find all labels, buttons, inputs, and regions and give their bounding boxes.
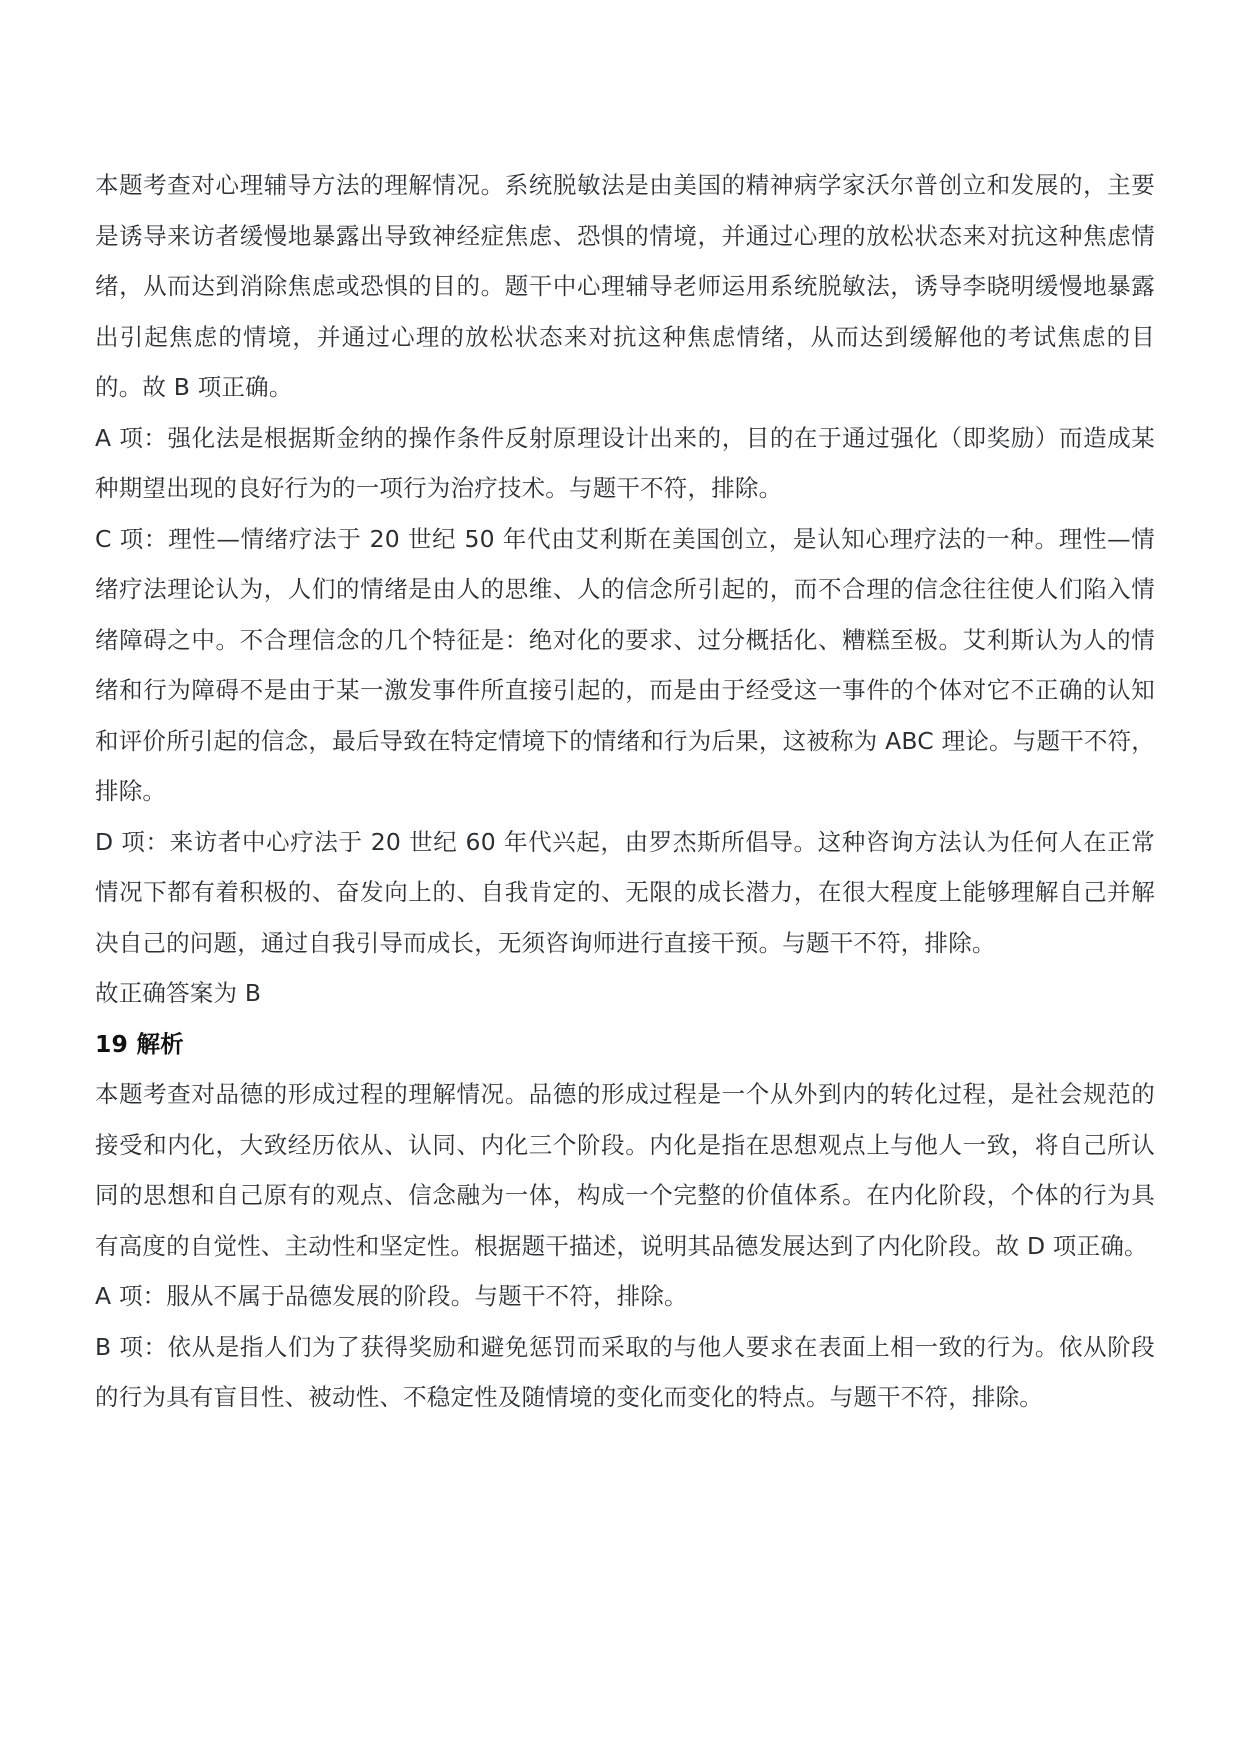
explanation-paragraph-main: 本题考查对品德的形成过程的理解情况。品德的形成过程是一个从外到内的转化过程，是社会规范的接受和内化，大致经历依从、认同、内化三个阶段。内化是指在思想观点上与他人一致，将自己所认同的思想和自己原有的观点、信念融为一体，构成一个完整的价值体系。在内化阶段，个体的行为具有高度的自觉性、主动性和坚定性。根据题干描述，说明其品德发展达到了内化阶段。故 D 项正确。 <box>95 1080 1155 1260</box>
option-a-explanation: A 项：服从不属于品德发展的阶段。与题干不符，排除。 <box>95 1282 688 1310</box>
option-d-explanation: D 项：来访者中心疗法于 20 世纪 60 年代兴起，由罗杰斯所倡导。这种咨询方法认为任何人在正常情况下都有着积极的、奋发向上的、自我肯定的、无限的成长潜力，在很大程度上能够理解自己并解决自己的问题，通过自我引导而成长，无须咨询师进行直接干预。与题干不符，排除。 <box>95 827 1155 957</box>
option-b-explanation: B 项：依从是指人们为了获得奖励和避免惩罚而采取的与他人要求在表面上相一致的行为。依从阶段的行为具有盲目性、被动性、不稳定性及随情境的变化而变化的特点。与题干不符，排除。 <box>95 1332 1155 1411</box>
correct-answer-line: 故正确答案为 B <box>95 979 262 1007</box>
question-19-heading: 19 解析 <box>95 1029 184 1058</box>
option-a-explanation: A 项：强化法是根据斯金纳的操作条件反射原理设计出来的，目的在于通过强化（即奖励）而造成某种期望出现的良好行为的一项行为治疗技术。与题干不符，排除。 <box>95 423 1155 502</box>
document-page <box>95 160 1155 1423</box>
explanation-paragraph-main: 本题考查对心理辅导方法的理解情况。系统脱敏法是由美国的精神病学家沃尔普创立和发展的，主要是诱导来访者缓慢地暴露出导致神经症焦虑、恐惧的情境，并通过心理的放松状态来对抗这种焦虑情绪，从而达到消除焦虑或恐惧的目的。题干中心理辅导老师运用系统脱敏法，诱导李晓明缓慢地暴露出引起焦虑的情境，并通过心理的放松状态来对抗这种焦虑情绪，从而达到缓解他的考试焦虑的目的。故 B 项正确。 <box>95 171 1155 401</box>
option-c-explanation: C 项：理性—情绪疗法于 20 世纪 50 年代由艾利斯在美国创立，是认知心理疗法的一种。理性—情绪疗法理论认为，人们的情绪是由人的思维、人的信念所引起的，而不合理的信念往往使人们陷入情绪障碍之中。不合理信念的几个特征是：绝对化的要求、过分概括化、糟糕至极。艾利斯认为人的情绪和行为障碍不是由于某一激发事件所直接引起的，而是由于经受这一事件的个体对它不正确的认知和评价所引起的信念，最后导致在特定情境下的情绪和行为后果，这被称为 ABC 理论。与题干不符，排除。 <box>95 524 1155 805</box>
